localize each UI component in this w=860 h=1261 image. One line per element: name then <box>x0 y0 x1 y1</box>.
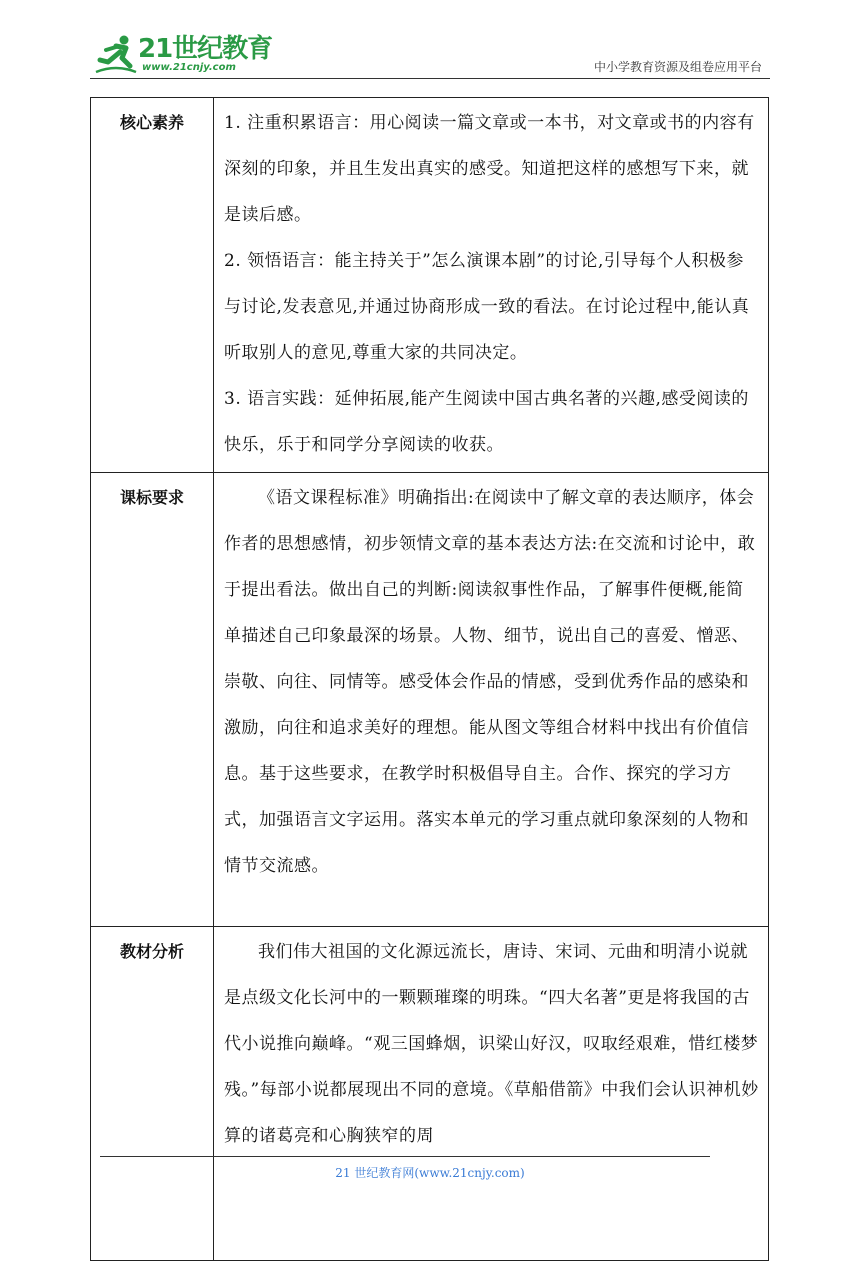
header-divider <box>90 78 770 79</box>
row-label-curriculum-standard: 课标要求 <box>91 473 214 927</box>
footer-text: 21 世纪教育网(www.21cnjy.com) <box>335 1166 525 1180</box>
footer-divider <box>100 1156 710 1157</box>
runner-icon <box>94 32 138 76</box>
table-row <box>91 927 769 1261</box>
logo <box>94 32 274 76</box>
textbook-analysis-text: 我们伟大祖国的文化源远流长，唐诗、宋词、元曲和明清小说就是点级文化长河中的一颗颗璀璨的明珠。“四大名著”更是将我国的古代小说推向巅峰。“观三国蜂烟，识梁山好汉，叹取经艰难，惜红楼梦残。”每部小说都展现出不同的意境。《草船借箭》中我们会认识神机妙算的诸葛亮和心胸狭窄的周 <box>224 942 759 1146</box>
logo-text: 21世纪教育 <box>138 34 273 64</box>
core-literacy-item-3: 3. 语言实践：延伸拓展,能产生阅读中国古典名著的兴趣,感受阅读的快乐，乐于和同学分享阅读的收获。 <box>224 389 749 455</box>
table-row <box>91 98 769 473</box>
row-content-core-literacy <box>214 98 769 473</box>
curriculum-standard-text: 《语文课程标准》明确指出:在阅读中了解文章的表达顺序，体会作者的思想感情，初步领情文章的基本表达方法:在交流和讨论中，敢于提出看法。做出自己的判断:阅读叙事性作品，了解事件便概,能简单描述自己印象最深的场景。人物、细节，说出自己的喜爱、憎恶、崇敬、向往、同情等。感受体会作品的情感，受到优秀作品的感染和激励，向往和追求美好的理想。能从图文等组合材料中找出有价值信息。基于这些要求，在教学时积极倡导自主。合作、探究的学习方式，加强语言文字运用。落实本单元的学习重点就印象深刻的人物和情节交流感。 <box>224 488 756 876</box>
lesson-table <box>90 97 769 1261</box>
table-row <box>91 473 769 927</box>
logo-url: www.21cnjy.com <box>142 62 236 73</box>
platform-name: 中小学教育资源及组卷应用平台 <box>593 60 762 74</box>
row-label-textbook-analysis: 教材分析 <box>91 927 214 1261</box>
core-literacy-item-2: 2. 领悟语言：能主持关于”怎么演课本剧”的讨论,引导每个人积极参与讨论,发表意见,并通过协商形成一致的看法。在讨论过程中,能认真听取别人的意见,尊重大家的共同决定。 <box>224 251 750 363</box>
row-content-textbook-analysis <box>214 927 769 1261</box>
core-literacy-item-1: 1. 注重积累语言：用心阅读一篇文章或一本书，对文章或书的内容有深刻的印象，并且生发出真实的感受。知道把这样的感想写下来，就是读后感。 <box>224 113 755 225</box>
page-header <box>90 30 770 80</box>
row-content-curriculum-standard <box>214 473 769 927</box>
row-label-core-literacy: 核心素养 <box>91 98 214 473</box>
